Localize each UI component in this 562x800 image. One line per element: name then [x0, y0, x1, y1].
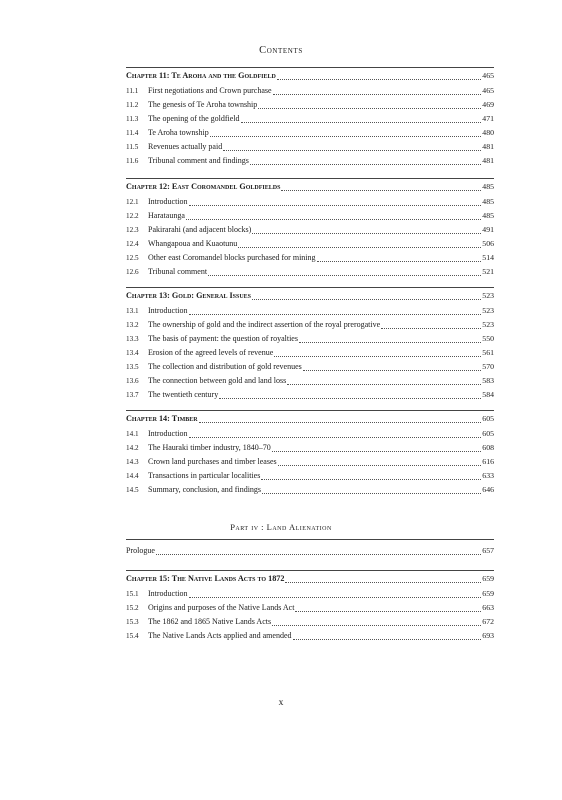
entry-title: The collection and distribution of gold revenues	[148, 362, 302, 371]
dot-leader	[189, 428, 482, 438]
chapter-heading-row[interactable]	[126, 413, 494, 425]
toc-entry[interactable]	[126, 210, 494, 222]
entry-title: Tribunal comment	[148, 267, 208, 276]
entry-title: The 1862 and 1865 Native Lands Acts	[148, 617, 272, 626]
dot-leader	[293, 630, 482, 640]
entry-title: The connection between gold and land loss	[148, 376, 287, 385]
chapter-heading-row[interactable]	[126, 290, 494, 302]
chapter-heading: Chapter 15: The Native Lands Acts to 1872	[126, 574, 285, 583]
page-ref: 471	[482, 114, 494, 123]
dot-leader	[317, 252, 482, 262]
page-title: Contents	[259, 45, 303, 56]
page-ref: 672	[482, 617, 494, 626]
dot-leader	[272, 616, 481, 626]
toc-entry[interactable]	[126, 456, 494, 468]
toc-entry[interactable]	[126, 588, 494, 600]
entry-title: The basis of payment: the question of royalties	[148, 334, 298, 343]
page-ref: 465	[482, 86, 494, 95]
dot-leader	[258, 99, 481, 109]
toc-entry[interactable]	[126, 252, 494, 264]
entry-title: Transactions in particular localities	[148, 471, 261, 480]
dot-leader	[208, 266, 481, 276]
dot-leader	[295, 602, 481, 612]
entry-number: 14.3	[126, 458, 139, 466]
dot-leader	[299, 333, 481, 343]
dot-leader	[261, 470, 481, 480]
dot-leader	[285, 573, 481, 583]
prologue-section	[126, 539, 494, 555]
entry-number: 15.2	[126, 604, 139, 612]
entry-title: Prologue	[126, 546, 155, 555]
entry-title: Introduction	[148, 589, 188, 598]
dot-leader	[238, 238, 481, 248]
page-ref: 659	[482, 589, 494, 598]
toc-entry[interactable]	[126, 155, 494, 167]
entry-number: 12.6	[126, 268, 139, 276]
dot-leader	[287, 375, 481, 385]
dot-leader	[189, 196, 482, 206]
dot-leader	[199, 413, 482, 423]
entry-title: Introduction	[148, 429, 188, 438]
toc-entry[interactable]	[126, 141, 494, 153]
entry-number: 14.4	[126, 472, 139, 480]
entry-title: Other east Coromandel blocks purchased for mining	[148, 253, 316, 262]
dot-leader	[274, 347, 481, 357]
toc-entry[interactable]	[126, 630, 494, 642]
toc-entry[interactable]	[126, 305, 494, 317]
page-ref: 485	[482, 197, 494, 206]
dot-leader	[210, 127, 482, 137]
entry-title: Introduction	[148, 306, 188, 315]
entry-title: Pakirarahi (and adjacent blocks)	[148, 225, 252, 234]
toc-entry[interactable]	[126, 602, 494, 614]
entry-number: 13.1	[126, 307, 139, 315]
dot-leader	[156, 545, 481, 555]
chapter-12-section	[126, 178, 494, 276]
entry-title: The genesis of Te Aroha township	[148, 100, 258, 109]
entry-title: The ownership of gold and the indirect assertion of the royal prerogative	[148, 320, 381, 329]
toc-entry[interactable]	[126, 224, 494, 236]
toc-entry[interactable]	[126, 266, 494, 278]
dot-leader	[252, 290, 481, 300]
entry-number: 13.6	[126, 377, 139, 385]
chapter-heading-row[interactable]	[126, 573, 494, 585]
part-heading: Part iv : Land Alienation	[230, 522, 332, 532]
toc-entry[interactable]	[126, 484, 494, 496]
entry-number: 12.2	[126, 212, 139, 220]
entry-number: 11.5	[126, 143, 139, 151]
page-ref: 481	[482, 142, 494, 151]
page-ref: 659	[482, 574, 494, 583]
page-ref: 485	[482, 211, 494, 220]
entry-number: 15.1	[126, 590, 139, 598]
entry-number: 12.5	[126, 254, 139, 262]
entry-title: First negotiations and Crown purchase	[148, 86, 272, 95]
entry-title: Harataunga	[148, 211, 185, 220]
page-ref: 485	[482, 182, 494, 191]
entry-title: Summary, conclusion, and findings	[148, 485, 262, 494]
page-ref: 491	[482, 225, 494, 234]
entry-title: The twentieth century	[148, 390, 219, 399]
entry-number: 14.5	[126, 486, 139, 494]
chapter-heading: Chapter 12: East Coromandel Goldfields	[126, 182, 281, 191]
page-ref: 693	[482, 631, 494, 640]
dot-leader	[189, 305, 482, 315]
page-ref: 646	[482, 485, 494, 494]
toc-entry[interactable]	[126, 361, 494, 373]
chapter-15-section	[126, 570, 494, 640]
entry-number: 11.2	[126, 101, 139, 109]
page-ref: 616	[482, 457, 494, 466]
entry-title: The Native Lands Acts applied and amended	[148, 631, 292, 640]
entry-number: 11.1	[126, 87, 139, 95]
entry-number: 12.3	[126, 226, 139, 234]
toc-entry[interactable]	[126, 319, 494, 331]
entry-number: 13.3	[126, 335, 139, 343]
entry-title: Te Aroha township	[148, 128, 209, 137]
page-ref: 633	[482, 471, 494, 480]
page-ref: 523	[482, 291, 494, 300]
page-ref: 657	[482, 546, 494, 555]
entry-title: Introduction	[148, 197, 188, 206]
toc-entry[interactable]	[126, 85, 494, 97]
chapter-heading-row[interactable]	[126, 70, 494, 82]
toc-entry[interactable]	[126, 333, 494, 345]
dot-leader	[189, 588, 482, 598]
entry-title: Revenues actually paid	[148, 142, 223, 151]
entry-title: Origins and purposes of the Native Lands Act	[148, 603, 295, 612]
entry-number: 13.4	[126, 349, 139, 357]
toc-entry[interactable]	[126, 616, 494, 628]
entry-number: 12.1	[126, 198, 139, 206]
page-ref: 465	[482, 71, 494, 80]
page-ref: 584	[482, 390, 494, 399]
entry-title: Whangapoua and Kuaotunu	[148, 239, 238, 248]
page-ref: 663	[482, 603, 494, 612]
chapter-heading: Chapter 13: Gold: General Issues	[126, 291, 252, 300]
page-ref: 570	[482, 362, 494, 371]
toc-entry[interactable]	[126, 347, 494, 359]
entry-number: 15.4	[126, 632, 139, 640]
entry-number: 12.4	[126, 240, 139, 248]
dot-leader	[273, 85, 482, 95]
dot-leader	[303, 361, 482, 371]
dot-leader	[262, 484, 481, 494]
toc-entry[interactable]	[126, 99, 494, 111]
toc-entry[interactable]	[126, 428, 494, 440]
entry-number: 13.5	[126, 363, 139, 371]
entry-title: Tribunal comment and findings	[148, 156, 249, 165]
dot-leader	[272, 442, 482, 452]
toc-entry[interactable]	[126, 389, 494, 401]
dot-leader	[219, 389, 481, 399]
chapter-heading-row[interactable]	[126, 181, 494, 193]
chapter-13-section	[126, 287, 494, 399]
entry-number: 14.1	[126, 430, 139, 438]
dot-leader	[278, 456, 482, 466]
toc-entry[interactable]	[126, 442, 494, 454]
entry-title: Erosion of the agreed levels of revenue	[148, 348, 274, 357]
entry-title: The Hauraki timber industry, 1840–70	[148, 443, 271, 452]
dot-leader	[186, 210, 481, 220]
chapter-heading: Chapter 14: Timber	[126, 414, 198, 423]
page-ref: 523	[482, 306, 494, 315]
page-ref: 506	[482, 239, 494, 248]
toc-entry[interactable]	[126, 375, 494, 387]
toc-entry[interactable]	[126, 127, 494, 139]
toc-entry[interactable]	[126, 470, 494, 482]
entry-title: Crown land purchases and timber leases	[148, 457, 277, 466]
page-ref: 608	[482, 443, 494, 452]
dot-leader	[277, 70, 481, 80]
entry-number: 11.6	[126, 157, 139, 165]
entry-number: 14.2	[126, 444, 139, 452]
entry-number: 11.3	[126, 115, 139, 123]
chapter-heading: Chapter 11: Te Aroha and the Goldfield	[126, 71, 276, 80]
page-ref: 561	[482, 348, 494, 357]
page-ref: 514	[482, 253, 494, 262]
entry-number: 13.7	[126, 391, 139, 399]
entry-number: 15.3	[126, 618, 139, 626]
entry-number: 11.4	[126, 129, 139, 137]
toc-entry[interactable]	[126, 196, 494, 208]
dot-leader	[250, 155, 481, 165]
page-ref: 605	[482, 429, 494, 438]
page-ref: 550	[482, 334, 494, 343]
page-ref: 605	[482, 414, 494, 423]
dot-leader	[381, 319, 481, 329]
chapter-11-section	[126, 67, 494, 165]
dot-leader	[223, 141, 481, 151]
toc-entry[interactable]	[126, 238, 494, 250]
page-number: x	[278, 698, 284, 708]
chapter-14-section	[126, 410, 494, 494]
page-ref: 523	[482, 320, 494, 329]
page-ref: 481	[482, 156, 494, 165]
page-ref: 480	[482, 128, 494, 137]
page-ref: 583	[482, 376, 494, 385]
toc-entry[interactable]	[126, 113, 494, 125]
page-ref: 469	[482, 100, 494, 109]
page-ref: 521	[482, 267, 494, 276]
dot-leader	[281, 181, 481, 191]
dot-leader	[241, 113, 482, 123]
dot-leader	[252, 224, 481, 234]
entry-number: 13.2	[126, 321, 139, 329]
entry-title: The opening of the goldfield	[148, 114, 240, 123]
toc-entry[interactable]	[126, 545, 494, 557]
